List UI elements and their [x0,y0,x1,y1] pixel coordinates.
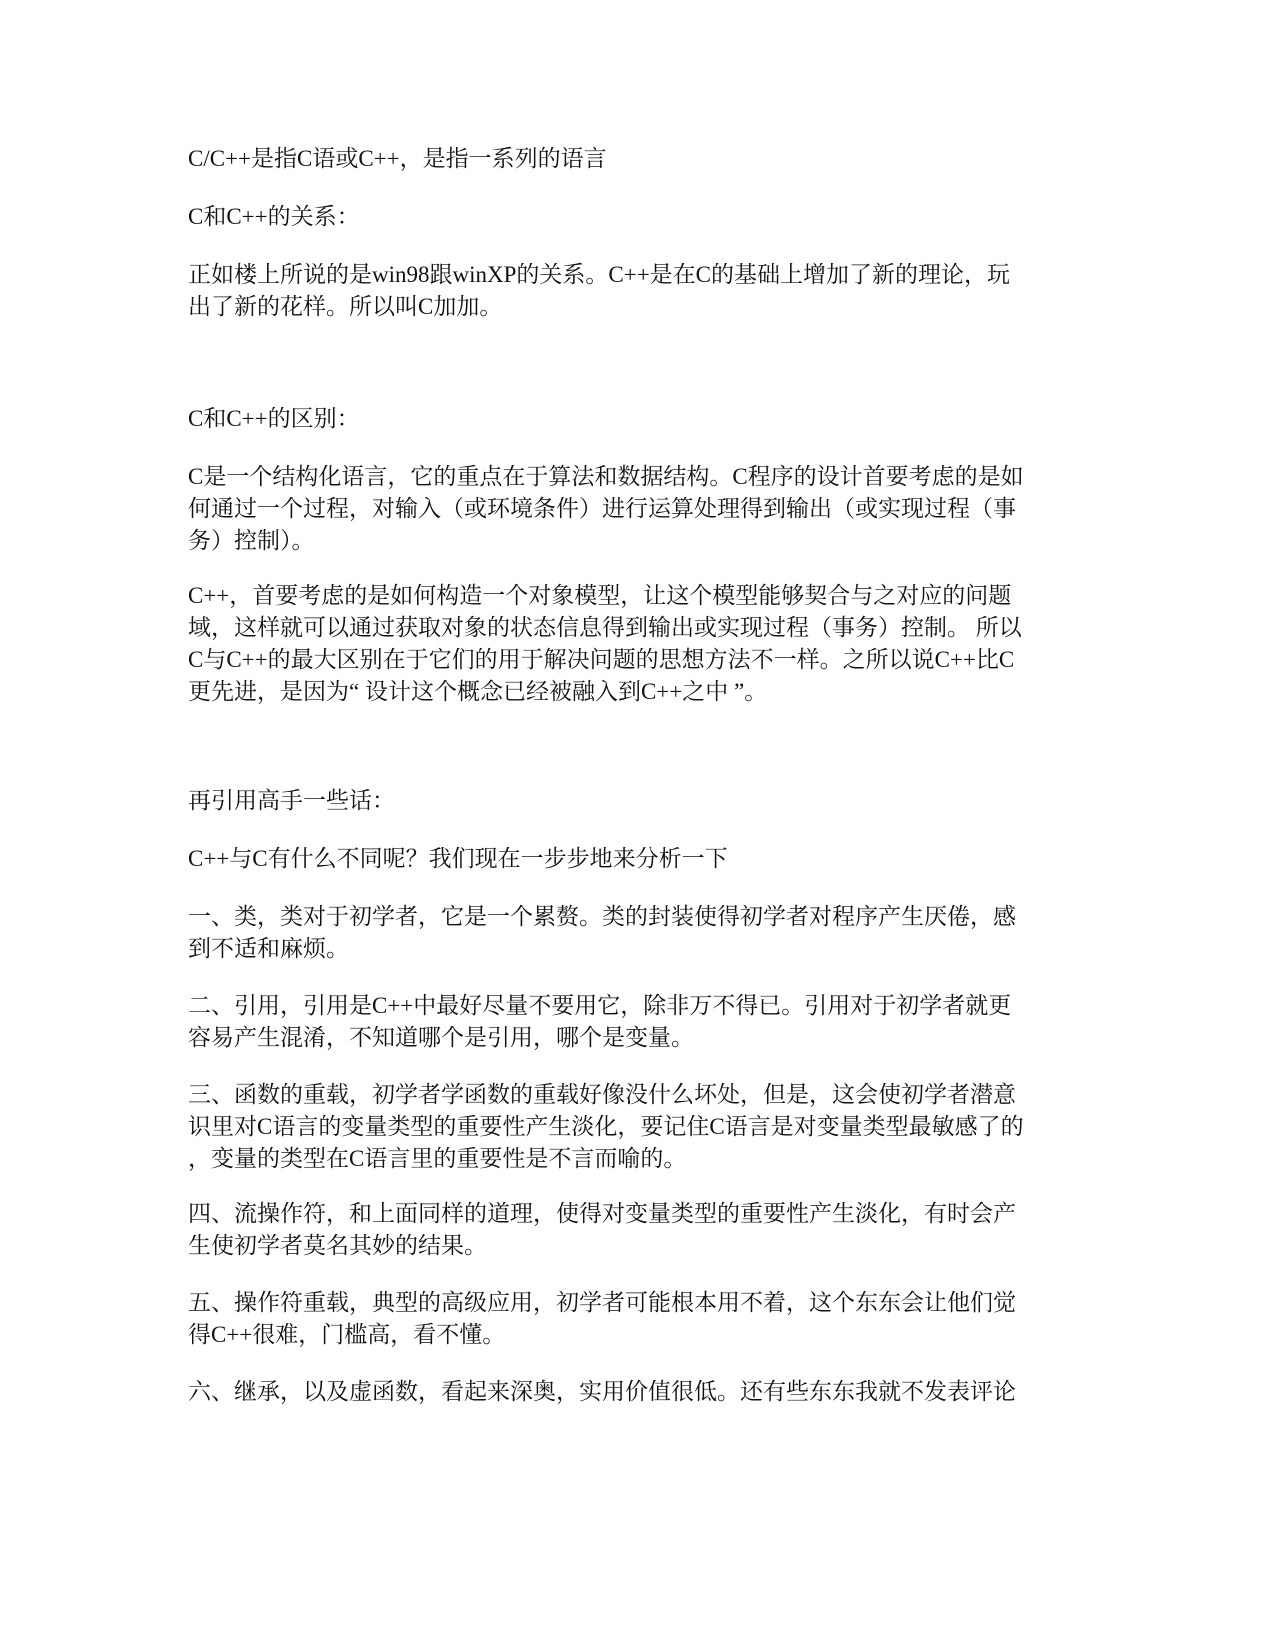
paragraph-question [188,843,1088,875]
text-line: 正如楼上所说的是win98跟winXP的关系。C++是在C的基础上增加了新的理论，玩 [188,262,1011,287]
text-line: 何通过一个过程，对输入（或环境条件）进行运算处理得到输出（或实现过程（事 [188,496,1016,521]
text-line: C++，首要考虑的是如何构造一个对象模型，让这个模型能够契合与之对应的问题 [188,583,1012,608]
text-line: C是一个结构化语言，它的重点在于算法和数据结构。C程序的设计首要考虑的是如 [188,464,1024,489]
heading-difference [188,403,1088,435]
paragraph-cpp-language [188,580,1088,708]
text-line: 识里对C语言的变量类型的重要性产生淡化，要记住C语言是对变量类型最敏感了的 [188,1114,1024,1139]
text-line: 再引用高手一些话： [188,788,395,813]
text-line: ，变量的类型在C语言里的重要性是不言而喻的。 [188,1146,687,1171]
text-line: C与C++的最大区别在于它们的用于解决问题的思想方法不一样。之所以说C++比C [188,647,1015,672]
text-line: 四、流操作符，和上面同样的道理，使得对变量类型的重要性产生淡化，有时会产 [188,1201,1016,1226]
text-line: 域，这样就可以通过获取对象的状态信息得到输出或实现过程（事务）控制。 所以 [188,615,1022,640]
text-line: 出了新的花样。所以叫C加加。 [188,294,503,319]
list-item-overload [188,1079,1088,1175]
text-line: 容易产生混淆，不知道哪个是引用，哪个是变量。 [188,1025,694,1050]
heading-quotes [188,785,1088,817]
text-line: C/C++是指C语或C++，是指一系列的语言 [188,146,607,171]
text-line: C和C++的关系： [188,204,360,229]
paragraph-relationship [188,259,1088,323]
list-item-stream [188,1198,1088,1262]
text-line: 生使初学者莫名其妙的结果。 [188,1233,487,1258]
text-line: 到不适和麻烦。 [188,936,349,961]
text-line: C和C++的区别： [188,406,360,431]
paragraph-c-language [188,461,1088,557]
heading-relationship [188,201,1088,233]
text-line: C++与C有什么不同呢？我们现在一步步地来分析一下 [188,846,728,871]
text-line: 务）控制）。 [188,528,315,553]
text-line: 三、函数的重载，初学者学函数的重载好像没什么坏处，但是，这会使初学者潜意 [188,1082,1016,1107]
list-item-class [188,901,1088,965]
list-item-operator-overload [188,1287,1088,1351]
text-line: 一、类，类对于初学者，它是一个累赘。类的封装使得初学者对程序产生厌倦，感 [188,904,1016,929]
paragraph-intro [188,143,1088,175]
text-line: 得C++很难，门槛高，看不懂。 [188,1322,506,1347]
text-line: 六、继承，以及虚函数，看起来深奥，实用价值很低。还有些东东我就不发表评论 [188,1379,1016,1404]
list-item-inheritance [188,1376,1088,1408]
list-item-reference [188,990,1088,1054]
text-line: 更先进，是因为“ 设计这个概念已经被融入到C++之中 ”。 [188,679,768,704]
text-line: 五、操作符重载，典型的高级应用，初学者可能根本用不着，这个东东会让他们觉 [188,1290,1016,1315]
text-line: 二、引用，引用是C++中最好尽量不要用它，除非万不得已。引用对于初学者就更 [188,993,1012,1018]
